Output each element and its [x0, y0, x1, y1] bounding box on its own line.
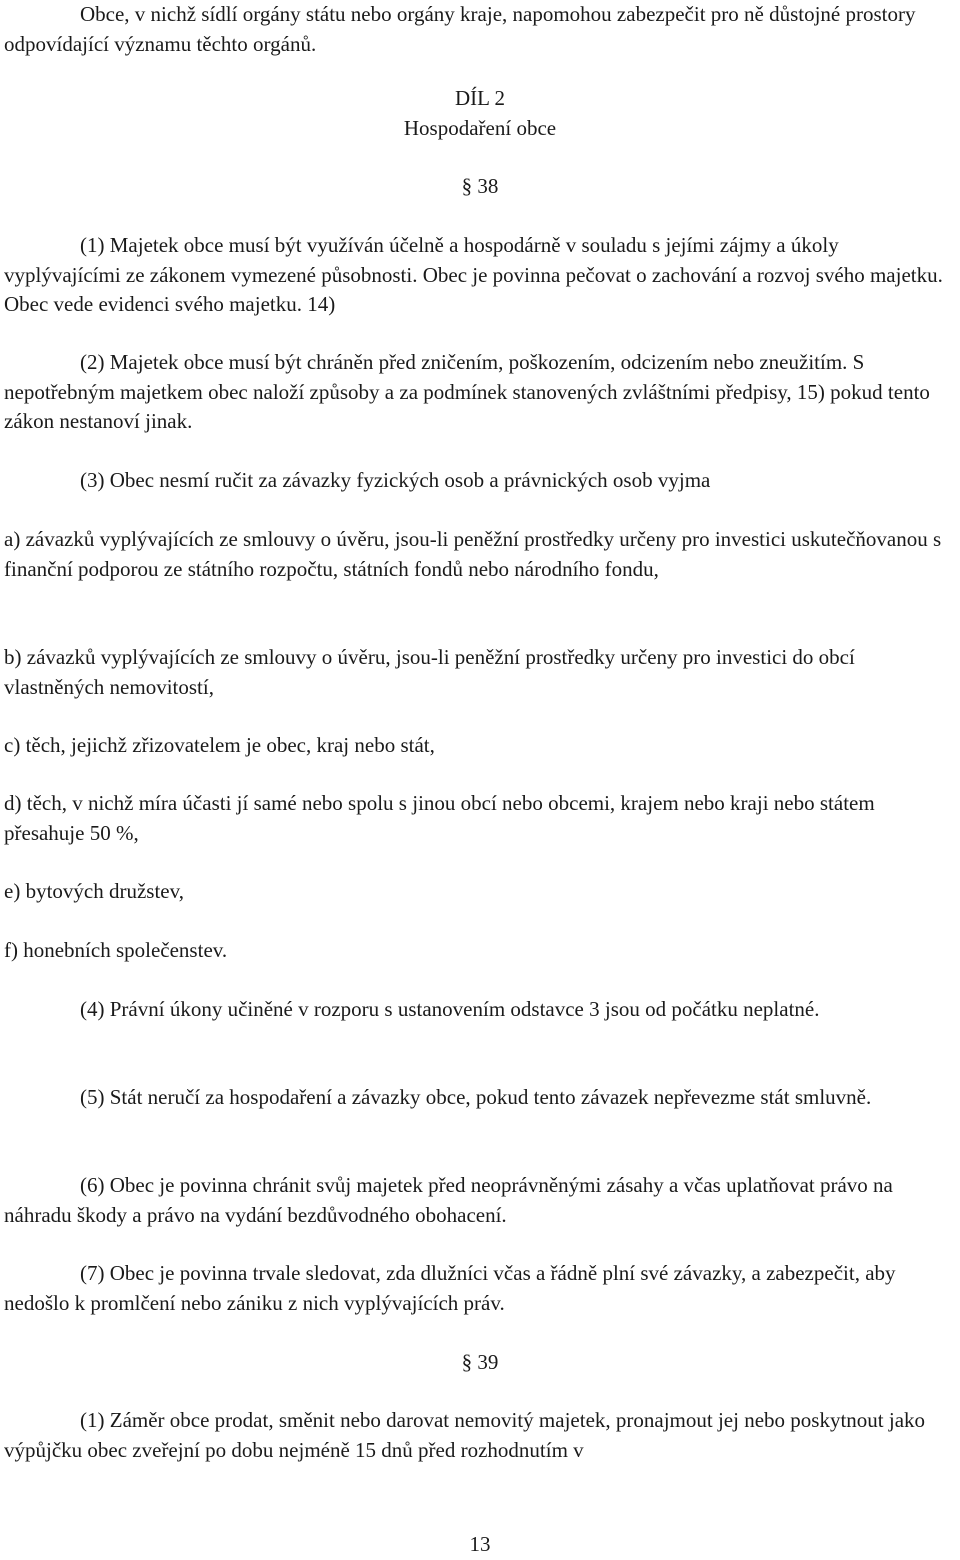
part-title: Hospodaření obce	[403, 116, 557, 140]
s38-paragraph-1	[4, 231, 954, 320]
s38-paragraph-5: (5) Stát neručí za hospodaření a závazky obce, pokud tento závazek nepřevezme stát smluvně.	[80, 1085, 872, 1109]
s38-item-e: e) bytových družstev,	[4, 879, 184, 903]
s38-paragraph-4: (4) Právní úkony učiněné v rozporu s ustanovením odstavce 3 jsou od počátku neplatné.	[80, 997, 820, 1021]
s38-item-b: b) závazků vyplývajících ze smlouvy o úvěru, jsou-li peněžní prostředky určeny pro investici do obcí vlastněných nemovitostí,	[4, 645, 855, 699]
intro-paragraph: Obce, v nichž sídlí orgány státu nebo orgány kraje, napomohou zabezpečit pro ně důstojné prostory odpovídající významu těchto orgánů.	[4, 2, 916, 56]
s38-p2-part-b: S nepotřebným majetkem obec naloží způsoby a za podmínek stanovených zvláštními předpisy, 15) pokud tento zákon nestanoví jinak.	[4, 350, 930, 433]
s38-item-d: d) těch, v nichž míra účasti jí samé nebo spolu s jinou obcí nebo obcemi, krajem nebo kraji nebo státem přesahuje 50 %,	[4, 791, 875, 845]
page-number: 13	[469, 1532, 491, 1556]
part-heading: DÍL 2	[455, 86, 505, 110]
s38-p1-part-b: Obec je povinna pečovat o zachování a rozvoj svého majetku. Obec vede evidenci svého majetku. 14)	[4, 262, 943, 316]
s38-item-c: c) těch, jejichž zřizovatelem je obec, kraj nebo stát,	[4, 733, 435, 757]
s38-p2-part-a: (2) Majetek obce musí být chráněn před zničením, poškozením, odcizením nebo zneužitím.	[80, 350, 848, 374]
s38-paragraph-3: (3) Obec nesmí ručit za závazky fyzických osob a právnických osob vyjma	[80, 468, 711, 492]
s38-item-f: f) honebních společenstev.	[4, 938, 228, 962]
s38-paragraph-2	[4, 348, 954, 437]
s38-paragraph-7: (7) Obec je povinna trvale sledovat, zda dlužníci včas a řádně plní své závazky, a zabezpečit, aby nedošlo k promlčení nebo zániku z nich vyplývajících práv.	[4, 1261, 896, 1315]
section-39-heading: § 39	[461, 1350, 499, 1374]
s39-paragraph-1: (1) Záměr obce prodat, směnit nebo darovat nemovitý majetek, pronajmout jej nebo poskytnout jako výpůjčku obec zveřejní po dobu nejméně 15 dnů před rozhodnutím v	[4, 1408, 926, 1462]
s38-paragraph-6: (6) Obec je povinna chránit svůj majetek před neoprávněnými zásahy a včas uplatňovat právo na náhradu škody a právo na vydání bezdůvodného obohacení.	[4, 1173, 893, 1227]
s38-item-a: a) závazků vyplývajících ze smlouvy o úvěru, jsou-li peněžní prostředky určeny pro investici uskutečňovanou s finanční podporou ze státního rozpočtu, státních fondů nebo národního fondu,	[4, 527, 942, 581]
section-38-heading: § 38	[461, 174, 499, 198]
s38-p1-part-a: (1) Majetek obce musí být využíván účelně a hospodárně v souladu s jejími zájmy a úkoly vyplývajícími ze zákonem vymezené působnosti.	[4, 233, 839, 287]
